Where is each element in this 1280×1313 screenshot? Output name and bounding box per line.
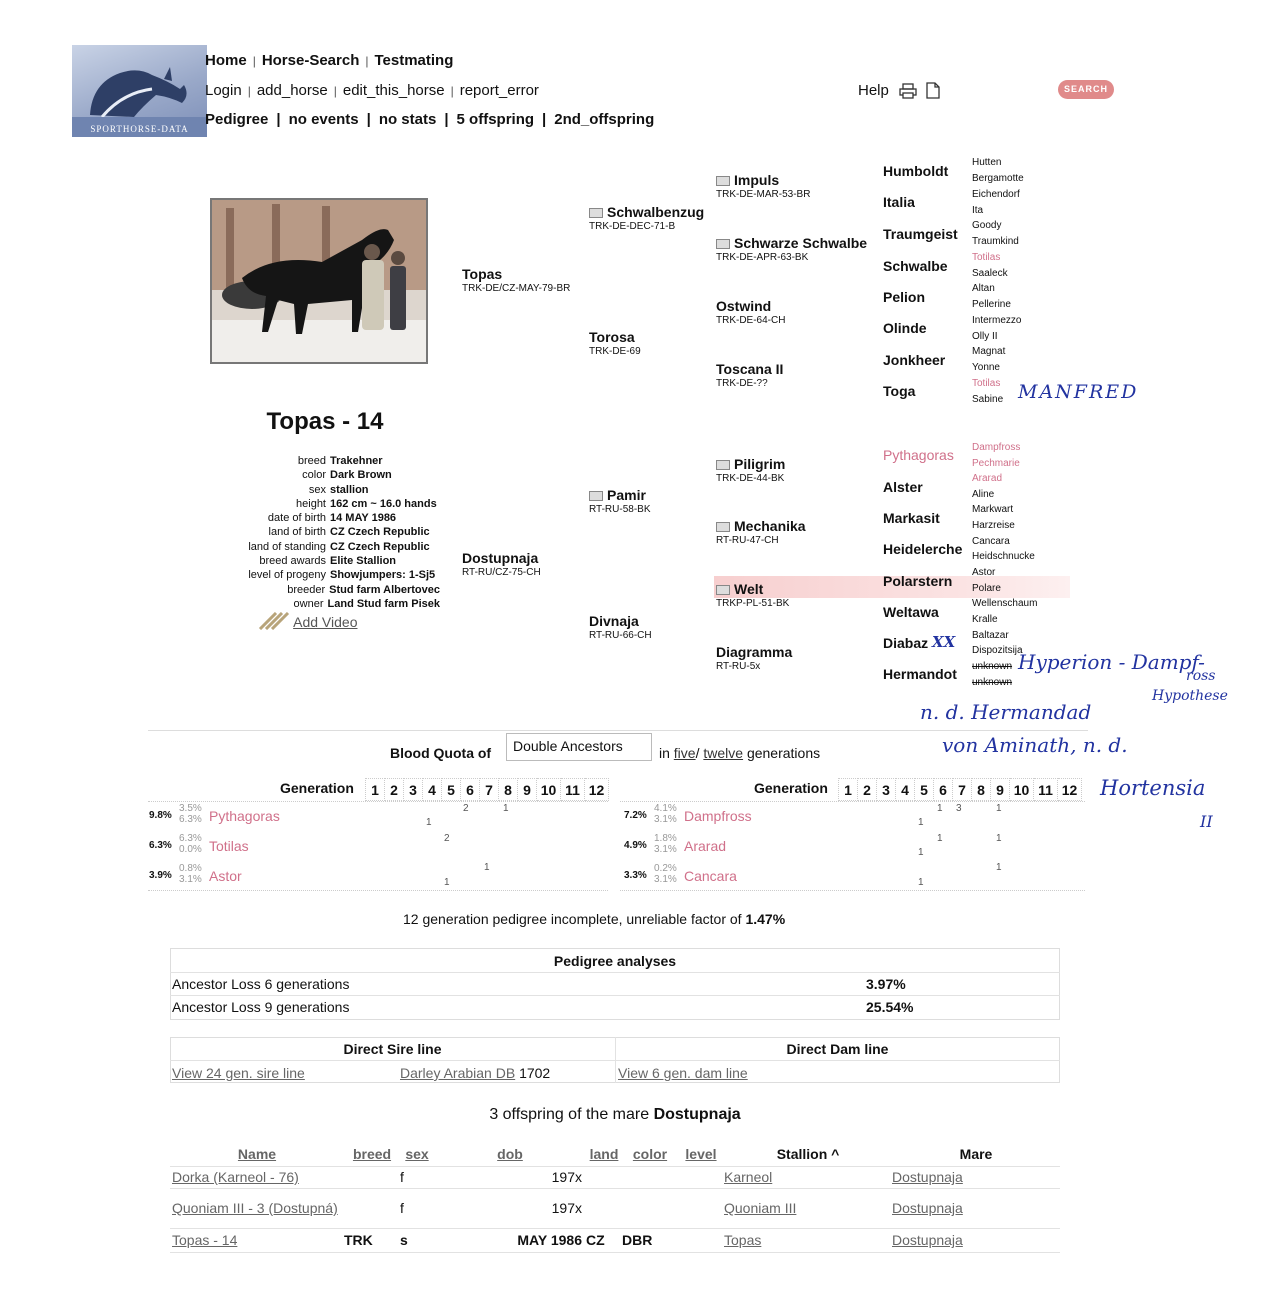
quota-total: 4.9%	[624, 840, 647, 851]
gen-col: 9	[518, 779, 537, 801]
nav-home[interactable]: Home	[205, 52, 247, 69]
pedigree-g3[interactable]	[716, 518, 806, 546]
horse-name[interactable]: Mechanika	[734, 518, 806, 534]
handwritten-manfred: MANFRED	[1018, 381, 1139, 403]
flag-icon	[716, 585, 730, 595]
gen-count: 1	[503, 803, 509, 814]
pedigree-g3[interactable]	[716, 235, 867, 263]
horse-name[interactable]: Torosa	[589, 329, 635, 345]
offspring-dob: 197x	[551, 1169, 582, 1185]
flag-icon	[716, 239, 730, 249]
offspring-breed	[344, 1188, 400, 1228]
pedigree-g4[interactable]: Markasit	[883, 510, 940, 526]
horse-code: RT-RU-66-CH	[589, 630, 652, 641]
pedigree-g5[interactable]: Heidschnucke	[972, 551, 1035, 562]
pedigree-g3[interactable]	[716, 644, 792, 672]
gen-count: 1	[937, 833, 943, 844]
handwritten-note-line4: von Aminath, n. d.	[942, 733, 1128, 757]
five-generations-link[interactable]: five	[673, 745, 696, 761]
horse-photo[interactable]	[210, 198, 428, 364]
pedigree-g5[interactable]: Totilas	[972, 252, 1001, 263]
horse-name[interactable]: Ostwind	[716, 298, 772, 314]
offspring-mare-link[interactable]: Dostupnaja	[892, 1200, 963, 1216]
dam-line-title: Direct Dam line	[786, 1041, 889, 1057]
quota-total: 7.2%	[624, 810, 647, 821]
account-nav: Login | add_horse | edit_this_horse | report_error	[205, 82, 539, 99]
handwritten-note-line6: II	[1200, 812, 1213, 831]
offspring-stallion-link[interactable]: Karneol	[724, 1169, 773, 1185]
flag-icon	[589, 491, 603, 501]
pedigree-g5[interactable]: Goody	[972, 220, 1002, 231]
main-nav: Home | Horse-Search | Testmating	[205, 52, 454, 69]
gen-count: 1	[996, 803, 1002, 814]
column-header-mare[interactable]: Mare	[959, 1145, 993, 1162]
column-header-sex[interactable]: sex	[405, 1145, 429, 1162]
fact-label: land of standing	[248, 540, 326, 553]
pedigree-g3[interactable]	[716, 172, 810, 200]
fact-label: owner	[293, 597, 324, 610]
pedigree-g5[interactable]: Polare	[972, 583, 1001, 594]
gen-count: 1	[918, 817, 924, 828]
pedigree-g5[interactable]: Magnat	[972, 346, 1006, 357]
quota-dam-side: 3.1%	[654, 844, 677, 855]
pedigree-g4[interactable]: Jonkheer	[883, 352, 946, 368]
pedigree-g5[interactable]: Dampfross	[972, 442, 1021, 453]
pedigree-g5[interactable]: Cancara	[972, 536, 1010, 547]
tab-pedigree[interactable]: Pedigree	[205, 111, 269, 128]
analyses-label: Ancestor Loss 6 generations	[172, 976, 350, 992]
pedigree-g4[interactable]: Schwalbe	[883, 258, 948, 274]
fact-value: 14 MAY 1986	[330, 512, 397, 525]
tab-offspring[interactable]: 5 offspring	[456, 111, 535, 128]
quota-dam-side: 3.1%	[654, 874, 677, 885]
pedigree-g5[interactable]: Pellerine	[972, 299, 1011, 310]
offspring-level	[678, 1188, 724, 1228]
offspring-breed	[344, 1166, 400, 1188]
in-label: in	[659, 745, 670, 761]
gen-count: 1	[937, 803, 943, 814]
table-row	[170, 1188, 1060, 1228]
gen-count: 1	[996, 833, 1002, 844]
quota-total: 6.3%	[149, 840, 172, 851]
pedigree-g5[interactable]: Markwart	[972, 504, 1014, 515]
horse-code: TRK-DE-64-CH	[716, 315, 786, 326]
tab-events[interactable]: no events	[288, 111, 359, 128]
gen-col: 12	[1058, 779, 1082, 801]
fact-value: Elite Stallion	[330, 555, 397, 568]
gen-col: 11	[1034, 779, 1058, 801]
pedigree-g4[interactable]: Humboldt	[883, 163, 949, 179]
offspring-mare-link[interactable]: Dostupnaja	[892, 1232, 963, 1248]
horse-code: TRK-DE-APR-63-BK	[716, 252, 809, 263]
add-video[interactable]	[258, 612, 357, 630]
offspring-land	[586, 1188, 622, 1228]
pedigree-g5[interactable]: Ita	[972, 205, 984, 216]
pedigree-g4[interactable]: Weltawa	[883, 604, 939, 620]
horse-facts	[180, 454, 440, 611]
quota-dam-side: 0.0%	[179, 844, 202, 855]
flag-icon	[589, 208, 603, 218]
gen-col: 9	[991, 779, 1010, 801]
fact-value: CZ Czech Republic	[330, 526, 430, 539]
gen-col: 7	[480, 779, 499, 801]
gen-col: 2	[385, 779, 404, 801]
gen-col: 10	[537, 779, 561, 801]
fact-label: date of birth	[267, 512, 326, 525]
generation-header: Generation	[280, 780, 354, 796]
fact-value: Trakehner	[330, 455, 383, 467]
horse-code: RT-RU-58-BK	[589, 504, 651, 515]
horse-photo-image	[212, 200, 426, 362]
pedigree-g4[interactable]: Olinde	[883, 320, 927, 336]
pedigree-g4[interactable]: Pythagoras	[883, 447, 954, 463]
quota-ancestor-link[interactable]: Dampfross	[684, 808, 752, 824]
quota-sire-side: 1.8%	[654, 833, 677, 844]
pedigree-g5[interactable]: Eichendorf	[972, 189, 1020, 200]
gen-col: 5	[915, 779, 934, 801]
offspring-stallion-link[interactable]: Topas	[724, 1232, 762, 1248]
analyses-label: Ancestor Loss 9 generations	[172, 999, 350, 1015]
sire-line-link[interactable]: View 24 gen. sire line	[172, 1065, 305, 1081]
column-header-level[interactable]: level	[685, 1145, 717, 1162]
pedigree-g5[interactable]: Traumkind	[972, 236, 1019, 247]
site-logo[interactable]	[72, 45, 207, 137]
horse-name[interactable]: Schwarze Schwalbe	[734, 235, 868, 251]
quota-ancestor-link[interactable]: Astor	[209, 868, 242, 884]
quota-total: 3.3%	[624, 870, 647, 881]
offspring-land: CZ	[586, 1232, 605, 1248]
twelve-generations-link[interactable]: twelve	[703, 745, 744, 761]
horse-name[interactable]: Piligrim	[734, 456, 786, 472]
generation-columns-left	[365, 778, 609, 801]
horse-code: TRK-DE-69	[589, 346, 641, 357]
tab-2nd-offspring[interactable]: 2nd_offspring	[554, 111, 655, 128]
logo-text: SPORTHORSE-DATA	[90, 124, 189, 134]
offspring-level	[678, 1166, 724, 1188]
fact-label: land of birth	[268, 526, 326, 539]
pedigree-g5[interactable]: Olly II	[972, 331, 998, 342]
gen-count: 2	[463, 803, 469, 814]
gen-col: 8	[499, 779, 518, 801]
flag-icon	[716, 522, 730, 532]
pedigree-g4[interactable]: Italia	[883, 194, 915, 210]
gen-col: 12	[585, 779, 609, 801]
analyses-value: 3.97%	[866, 976, 906, 992]
unreliable-factor: 1.47%	[745, 911, 786, 927]
horse-name[interactable]: Welt	[734, 581, 764, 597]
handwritten-note-line1b: ross	[1186, 668, 1216, 684]
quota-sire-side: 4.1%	[654, 803, 677, 814]
horse-nav: Pedigree | no events | no stats | 5 offspring | 2nd_offspring	[205, 111, 655, 128]
quota-ancestor-link[interactable]: Cancara	[684, 868, 737, 884]
fact-value: CZ Czech Republic	[330, 540, 430, 553]
pedigree-g4[interactable]: Toga	[883, 383, 916, 399]
dam-line-link[interactable]: View 6 gen. dam line	[618, 1065, 748, 1081]
gen-col: 7	[953, 779, 972, 801]
horse-code: TRK-DE-??	[716, 378, 768, 389]
fact-value: Stud farm Albertovec	[329, 583, 440, 596]
horse-name[interactable]: Toscana II	[716, 361, 784, 377]
fact-label: breeder	[287, 583, 326, 596]
sire-line-title: Direct Sire line	[343, 1041, 442, 1057]
offspring-sex: s	[400, 1232, 408, 1248]
fact-value: 162 cm ~ 16.0 hands	[330, 497, 437, 510]
gen-count: 1	[918, 847, 924, 858]
ancestor-type-select[interactable]: Double Ancestors	[506, 733, 652, 761]
quota-sire-side: 0.8%	[179, 863, 202, 874]
handwritten-note-line1: Hyperion - Dampf-	[1018, 650, 1205, 674]
offspring-title-prefix: 3 offspring of the mare	[489, 1106, 650, 1123]
pedigree-g3[interactable]	[716, 298, 785, 326]
quota-total: 9.8%	[149, 810, 172, 821]
horse-name[interactable]: Divnaja	[589, 613, 639, 629]
founder-year: 1702	[519, 1065, 551, 1081]
quota-dam-side: 3.1%	[654, 814, 677, 825]
offspring-sex: f	[400, 1169, 404, 1185]
handwritten-xx: XX	[932, 633, 956, 651]
pedigree-g3[interactable]	[716, 456, 785, 484]
blood-quota-label: Blood Quota of	[390, 745, 492, 761]
handwritten-note-line3: n. d. Hermandad	[920, 700, 1092, 724]
quota-ancestor-link[interactable]: Totilas	[209, 838, 249, 854]
gen-col: 8	[972, 779, 991, 801]
pedigree-g5[interactable]: Saaleck	[972, 268, 1008, 279]
table-row	[170, 1228, 1060, 1252]
nav-edit-this-horse[interactable]: edit_this_horse	[342, 82, 445, 99]
quota-sire-side: 0.2%	[654, 863, 677, 874]
offspring-color: DBR	[622, 1232, 653, 1248]
column-header-dob[interactable]: dob	[497, 1145, 523, 1162]
offspring-breed: TRK	[344, 1232, 373, 1248]
pedigree-g5[interactable]: unknown	[972, 661, 1013, 672]
gen-col: 5	[442, 779, 461, 801]
pedigree-g2[interactable]	[589, 487, 651, 515]
pedigree-g5[interactable]: Intermezzo	[972, 315, 1022, 326]
quota-sire-side: 3.5%	[179, 803, 202, 814]
pedigree-g5[interactable]: unknown	[972, 677, 1013, 688]
nav-horse-search[interactable]: Horse-Search	[261, 52, 360, 69]
incomplete-note	[403, 911, 785, 927]
gen-col: 6	[934, 779, 953, 801]
pedigree-g5[interactable]: Wellenschaum	[972, 598, 1038, 609]
offspring-dob: MAY 1986	[517, 1232, 582, 1248]
pedigree-g5[interactable]: Yonne	[972, 362, 1000, 373]
incomplete-text: 12 generation pedigree incomplete, unreliable factor of	[403, 911, 742, 927]
quota-ancestor-link[interactable]: Ararad	[684, 838, 727, 854]
gen-count: 1	[444, 877, 450, 888]
gen-col: 3	[404, 779, 423, 801]
help-link[interactable]: Help	[858, 82, 889, 99]
pedigree-g5[interactable]: Harzreise	[972, 520, 1015, 531]
pdf-icon[interactable]	[926, 82, 940, 99]
film-strip-icon	[258, 612, 290, 630]
pedigree-g3[interactable]	[716, 361, 783, 389]
pedigree-g5[interactable]: Ararad	[972, 473, 1003, 484]
pedigree-g5[interactable]: Bergamotte	[972, 173, 1024, 184]
pedigree-g5[interactable]: Pechmarie	[972, 458, 1020, 469]
gen-count: 3	[956, 803, 962, 814]
pedigree-sire[interactable]	[462, 266, 570, 294]
gen-col: 1	[366, 779, 385, 801]
pedigree-g4[interactable]: Heidelerche	[883, 541, 963, 557]
offspring-mare-link[interactable]: Dostupnaja	[892, 1169, 963, 1185]
gen-col: 10	[1010, 779, 1034, 801]
search-button[interactable]: SEARCH	[1058, 80, 1114, 99]
nav-testmating[interactable]: Testmating	[374, 52, 454, 69]
quota-ancestor-link[interactable]: Pythagoras	[209, 808, 280, 824]
pedigree-g3[interactable]	[716, 581, 789, 609]
fact-label: sex	[308, 483, 326, 496]
pedigree-dam[interactable]	[462, 550, 541, 578]
pedigree-g5[interactable]: Sabine	[972, 394, 1004, 405]
nav-report-error[interactable]: report_error	[459, 82, 539, 99]
generation-toggle	[659, 745, 820, 761]
horse-code: TRK-DE-44-BK	[716, 473, 785, 484]
handwritten-note-line2: Hypothese	[1152, 688, 1228, 704]
pedigree-g5[interactable]: Astor	[972, 567, 996, 578]
gen-count: 1	[996, 862, 1002, 873]
horse-name[interactable]: Topas	[462, 266, 503, 282]
pedigree-g5[interactable]: Dispozitsija	[972, 645, 1023, 656]
fact-label: level of progeny	[248, 569, 326, 582]
pedigree-g5[interactable]: Aline	[972, 489, 995, 500]
pedigree-g2[interactable]	[589, 204, 704, 232]
pedigree-g4[interactable]: Traumgeist	[883, 226, 958, 242]
quota-dam-side: 3.1%	[179, 874, 202, 885]
analyses-value: 25.54%	[866, 999, 914, 1015]
generations-label: generations	[746, 745, 821, 761]
offspring-table	[170, 1142, 1060, 1253]
pedigree-g5[interactable]: Kralle	[972, 614, 998, 625]
offspring-name-link[interactable]: Quoniam III - 3 (Dostupná)	[172, 1200, 338, 1216]
fact-value: Dark Brown	[330, 469, 392, 482]
nav-add-horse[interactable]: add_horse	[256, 82, 328, 99]
fact-label: color	[302, 469, 326, 482]
gen-count: 2	[444, 833, 450, 844]
pedigree-g2[interactable]	[589, 613, 652, 641]
column-header-breed[interactable]: breed	[352, 1145, 392, 1162]
pedigree-g5[interactable]: Baltazar	[972, 630, 1009, 641]
table-row	[170, 1166, 1060, 1188]
analyses-title: Pedigree analyses	[553, 953, 677, 969]
pedigree-g4[interactable]: Pelion	[883, 289, 926, 305]
offspring-stallion-link[interactable]: Quoniam III	[724, 1200, 797, 1216]
horse-code: TRKP-PL-51-BK	[716, 598, 790, 609]
fact-label: height	[296, 497, 326, 510]
generation-header: Generation	[754, 780, 828, 796]
gen-col: 3	[877, 779, 896, 801]
horse-name[interactable]: Dostupnaja	[462, 550, 539, 566]
pedigree-g4[interactable]: Alster	[883, 479, 923, 495]
gen-col: 6	[461, 779, 480, 801]
offspring-title	[170, 1106, 1060, 1124]
pedigree-g4[interactable]: Hermandot	[883, 666, 957, 682]
offspring-land	[586, 1166, 622, 1188]
offspring-level	[678, 1228, 724, 1252]
gen-count: 1	[426, 817, 432, 828]
gen-col: 1	[839, 779, 858, 801]
tab-stats[interactable]: no stats	[378, 111, 437, 128]
fact-value: Showjumpers: 1-Sj5	[330, 569, 436, 582]
print-icon[interactable]	[898, 83, 918, 99]
add-video-link[interactable]: Add Video	[293, 614, 358, 630]
gen-col: 4	[896, 779, 915, 801]
horse-code: TRK-DE-MAR-53-BR	[716, 189, 811, 200]
offspring-color	[622, 1166, 678, 1188]
sire-line-founder	[400, 1065, 550, 1081]
gen-count: 1	[484, 862, 490, 873]
gen-count: 1	[918, 877, 924, 888]
quota-dam-side: 6.3%	[179, 814, 202, 825]
handwritten-note-line5: Hortensia	[1100, 776, 1206, 800]
fact-label: breed	[297, 455, 326, 467]
flag-icon	[716, 176, 730, 186]
horse-code: RT-RU-47-CH	[716, 535, 779, 546]
pedigree-g5[interactable]: Hutten	[972, 157, 1002, 168]
pedigree-g5[interactable]: Altan	[972, 283, 995, 294]
fact-label: breed awards	[259, 555, 326, 568]
pedigree-g4[interactable]: Diabaz	[883, 635, 929, 651]
gen-col: 4	[423, 779, 442, 801]
quota-total: 3.9%	[149, 870, 172, 881]
column-header-stallion[interactable]: Stallion ^	[776, 1145, 840, 1162]
gen-col: 2	[858, 779, 877, 801]
column-header-color[interactable]: color	[632, 1145, 668, 1162]
horse-code: TRK-DE/CZ-MAY-79-BR	[462, 283, 571, 294]
column-header-land[interactable]: land	[589, 1145, 619, 1162]
horse-name[interactable]: Diagramma	[716, 644, 793, 660]
pedigree-g5[interactable]: Totilas	[972, 378, 1001, 389]
offspring-name-link[interactable]: Topas - 14	[172, 1232, 238, 1248]
horse-name[interactable]: Schwalbenzug	[607, 204, 705, 220]
slash-sep: /	[695, 745, 700, 761]
offspring-color	[622, 1188, 678, 1228]
offspring-sex: f	[400, 1200, 404, 1216]
offspring-mare-name: Dostupnaja	[653, 1106, 741, 1123]
horse-code: TRK-DE-DEC-71-B	[589, 221, 676, 232]
generation-columns-right	[838, 778, 1082, 801]
quota-sire-side: 6.3%	[179, 833, 202, 844]
nav-login[interactable]: Login	[205, 82, 242, 99]
fact-value: stallion	[330, 483, 369, 496]
horse-title: Topas - 14	[266, 408, 384, 435]
offspring-name-link[interactable]: Dorka (Karneol - 76)	[172, 1169, 299, 1185]
fact-value: Land Stud farm Pisek	[327, 597, 440, 610]
horse-name[interactable]: Pamir	[607, 487, 646, 503]
column-header-name[interactable]: Name	[237, 1145, 277, 1162]
horse-name[interactable]: Impuls	[734, 172, 780, 188]
gen-col: 11	[561, 779, 585, 801]
pedigree-g4[interactable]: Polarstern	[883, 573, 953, 589]
founder-link[interactable]: Darley Arabian DB	[400, 1065, 516, 1081]
horse-code: RT-RU/CZ-75-CH	[462, 567, 541, 578]
flag-icon	[716, 460, 730, 470]
pedigree-g2[interactable]	[589, 329, 641, 357]
horse-code: RT-RU-5x	[716, 661, 761, 672]
offspring-dob: 197x	[551, 1200, 582, 1216]
